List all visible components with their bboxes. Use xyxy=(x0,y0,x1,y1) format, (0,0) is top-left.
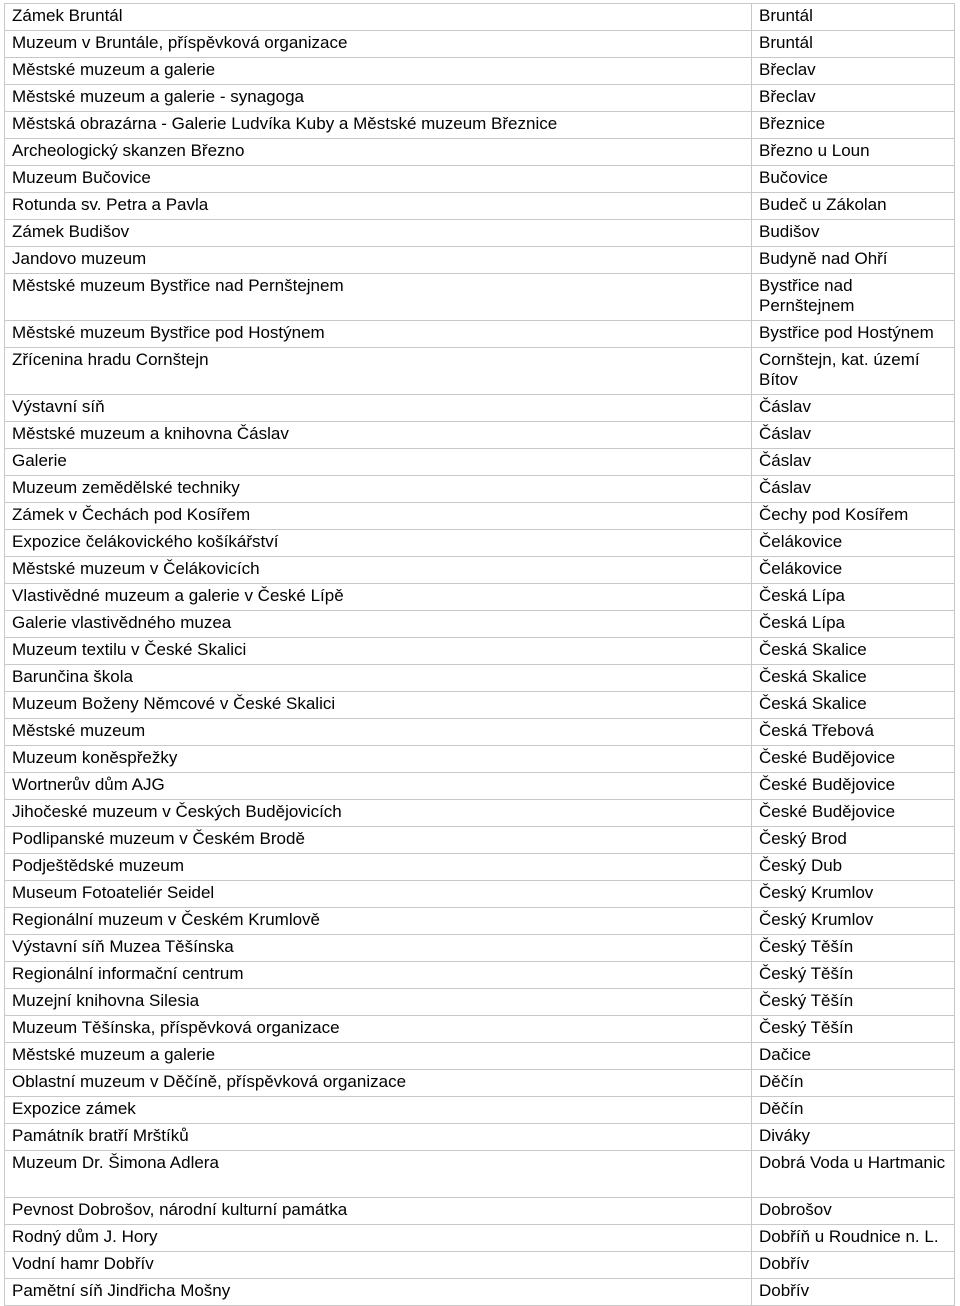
city-cell: Česká Lípa xyxy=(752,611,955,638)
table-row xyxy=(5,1198,955,1225)
museum-name-cell: Městská obrazárna - Galerie Ludvíka Kuby a Městské muzeum Březnice xyxy=(5,112,752,139)
table-row xyxy=(5,220,955,247)
museum-name-cell: Městské muzeum v Čelákovicích xyxy=(5,557,752,584)
table-row xyxy=(5,274,955,321)
table-row xyxy=(5,31,955,58)
city-cell: Budišov xyxy=(752,220,955,247)
museum-name-cell: Jandovo muzeum xyxy=(5,247,752,274)
museum-name-cell: Výstavní síň Muzea Těšínska xyxy=(5,935,752,962)
table-row xyxy=(5,881,955,908)
museum-name-cell: Městské muzeum xyxy=(5,719,752,746)
table-row xyxy=(5,665,955,692)
museum-name-cell: Městské muzeum Bystřice pod Hostýnem xyxy=(5,321,752,348)
city-cell: České Budějovice xyxy=(752,746,955,773)
city-cell: Dobrá Voda u Hartmanic xyxy=(752,1151,955,1198)
table-row xyxy=(5,1279,955,1306)
museum-name-cell: Městské muzeum a knihovna Čáslav xyxy=(5,422,752,449)
museum-name-cell: Pevnost Dobrošov, národní kulturní památka xyxy=(5,1198,752,1225)
museum-name-cell: Expozice zámek xyxy=(5,1097,752,1124)
museum-name-cell: Muzeum Dr. Šimona Adlera xyxy=(5,1151,752,1198)
city-cell: Čáslav xyxy=(752,395,955,422)
city-cell: Bystřice pod Hostýnem xyxy=(752,321,955,348)
city-cell: Dobrošov xyxy=(752,1198,955,1225)
table-row xyxy=(5,854,955,881)
table-row xyxy=(5,139,955,166)
table-row xyxy=(5,611,955,638)
city-cell: Česká Skalice xyxy=(752,692,955,719)
museum-name-cell: Podlipanské muzeum v Českém Brodě xyxy=(5,827,752,854)
table-row xyxy=(5,989,955,1016)
museum-name-cell: Muzeum Těšínska, příspěvková organizace xyxy=(5,1016,752,1043)
museum-name-cell: Podještědské muzeum xyxy=(5,854,752,881)
city-cell: Český Těšín xyxy=(752,1016,955,1043)
table-row xyxy=(5,348,955,395)
table-row xyxy=(5,449,955,476)
city-cell: Budyně nad Ohří xyxy=(752,247,955,274)
table-row xyxy=(5,746,955,773)
museum-name-cell: Zámek Bruntál xyxy=(5,4,752,31)
table-row xyxy=(5,557,955,584)
museum-name-cell: Museum Fotoateliér Seidel xyxy=(5,881,752,908)
table-row xyxy=(5,112,955,139)
museum-name-cell: Muzeum zemědělské techniky xyxy=(5,476,752,503)
museum-name-cell: Vlastivědné muzeum a galerie v České Lípě xyxy=(5,584,752,611)
table-row xyxy=(5,395,955,422)
city-cell: Budeč u Zákolan xyxy=(752,193,955,220)
table-row xyxy=(5,503,955,530)
museum-name-cell: Památník bratří Mrštíků xyxy=(5,1124,752,1151)
museum-name-cell: Oblastní muzeum v Děčíně, příspěvková organizace xyxy=(5,1070,752,1097)
city-cell: Čáslav xyxy=(752,449,955,476)
city-cell: Dobříň u Roudnice n. L. xyxy=(752,1225,955,1252)
city-cell: Břeclav xyxy=(752,58,955,85)
city-cell: Český Těšín xyxy=(752,962,955,989)
city-cell: Bruntál xyxy=(752,4,955,31)
city-cell: Česká Třebová xyxy=(752,719,955,746)
city-cell: Březnice xyxy=(752,112,955,139)
table-row xyxy=(5,166,955,193)
table-row xyxy=(5,908,955,935)
city-cell: Česká Skalice xyxy=(752,638,955,665)
city-cell: Břeclav xyxy=(752,85,955,112)
museum-table xyxy=(4,3,955,1306)
table-row xyxy=(5,1252,955,1279)
museum-name-cell: Muzeum koněspřežky xyxy=(5,746,752,773)
table-row xyxy=(5,85,955,112)
city-cell: Bystřice nad Pernštejnem xyxy=(752,274,955,321)
table-row xyxy=(5,193,955,220)
museum-name-cell: Městské muzeum a galerie - synagoga xyxy=(5,85,752,112)
museum-name-cell: Galerie vlastivědného muzea xyxy=(5,611,752,638)
museum-name-cell: Zřícenina hradu Cornštejn xyxy=(5,348,752,395)
city-cell: Čelákovice xyxy=(752,530,955,557)
table-row xyxy=(5,1016,955,1043)
museum-name-cell: Městské muzeum Bystřice nad Pernštejnem xyxy=(5,274,752,321)
museum-name-cell: Rodný dům J. Hory xyxy=(5,1225,752,1252)
table-row xyxy=(5,1124,955,1151)
museum-name-cell: Jihočeské muzeum v Českých Budějovicích xyxy=(5,800,752,827)
museum-name-cell: Pamětní síň Jindřicha Mošny xyxy=(5,1279,752,1306)
table-row xyxy=(5,773,955,800)
table-row xyxy=(5,422,955,449)
city-cell: České Budějovice xyxy=(752,773,955,800)
table-row xyxy=(5,476,955,503)
museum-name-cell: Regionální informační centrum xyxy=(5,962,752,989)
table-row xyxy=(5,692,955,719)
museum-name-cell: Vodní hamr Dobřív xyxy=(5,1252,752,1279)
museum-name-cell: Městské muzeum a galerie xyxy=(5,58,752,85)
city-cell: Dačice xyxy=(752,1043,955,1070)
museum-name-cell: Archeologický skanzen Březno xyxy=(5,139,752,166)
museum-name-cell: Muzejní knihovna Silesia xyxy=(5,989,752,1016)
museum-name-cell: Muzeum Bučovice xyxy=(5,166,752,193)
museum-name-cell: Rotunda sv. Petra a Pavla xyxy=(5,193,752,220)
city-cell: Děčín xyxy=(752,1070,955,1097)
city-cell: Čechy pod Kosířem xyxy=(752,503,955,530)
city-cell: Čáslav xyxy=(752,476,955,503)
city-cell: Český Krumlov xyxy=(752,881,955,908)
city-cell: Český Těšín xyxy=(752,989,955,1016)
table-row xyxy=(5,4,955,31)
museum-name-cell: Wortnerův dům AJG xyxy=(5,773,752,800)
museum-name-cell: Městské muzeum a galerie xyxy=(5,1043,752,1070)
museum-name-cell: Galerie xyxy=(5,449,752,476)
city-cell: Bučovice xyxy=(752,166,955,193)
table-row xyxy=(5,962,955,989)
table-row xyxy=(5,530,955,557)
table-row xyxy=(5,1151,955,1198)
table-row xyxy=(5,1225,955,1252)
city-cell: Česká Lípa xyxy=(752,584,955,611)
table-row xyxy=(5,1097,955,1124)
museum-name-cell: Muzeum v Bruntále, příspěvková organizace xyxy=(5,31,752,58)
table-row xyxy=(5,1043,955,1070)
museum-name-cell: Regionální muzeum v Českém Krumlově xyxy=(5,908,752,935)
table-row xyxy=(5,321,955,348)
table-row xyxy=(5,800,955,827)
museum-name-cell: Zámek v Čechách pod Kosířem xyxy=(5,503,752,530)
table-row xyxy=(5,58,955,85)
city-cell: Dobřív xyxy=(752,1252,955,1279)
museum-name-cell: Expozice čelákovického košíkářství xyxy=(5,530,752,557)
city-cell: Diváky xyxy=(752,1124,955,1151)
table-row xyxy=(5,719,955,746)
city-cell: Český Dub xyxy=(752,854,955,881)
table-row xyxy=(5,827,955,854)
table-row xyxy=(5,247,955,274)
museum-name-cell: Barunčina škola xyxy=(5,665,752,692)
museum-name-cell: Výstavní síň xyxy=(5,395,752,422)
city-cell: Bruntál xyxy=(752,31,955,58)
city-cell: Děčín xyxy=(752,1097,955,1124)
city-cell: Čelákovice xyxy=(752,557,955,584)
museum-name-cell: Muzeum Boženy Němcové v České Skalici xyxy=(5,692,752,719)
city-cell: Čáslav xyxy=(752,422,955,449)
city-cell: Český Krumlov xyxy=(752,908,955,935)
city-cell: Dobřív xyxy=(752,1279,955,1306)
city-cell: Cornštejn, kat. území Bítov xyxy=(752,348,955,395)
city-cell: Český Těšín xyxy=(752,935,955,962)
museum-name-cell: Zámek Budišov xyxy=(5,220,752,247)
museum-name-cell: Muzeum textilu v České Skalici xyxy=(5,638,752,665)
museum-table-body xyxy=(5,4,955,1306)
table-row xyxy=(5,638,955,665)
table-row xyxy=(5,935,955,962)
city-cell: Český Brod xyxy=(752,827,955,854)
table-row xyxy=(5,1070,955,1097)
city-cell: Březno u Loun xyxy=(752,139,955,166)
table-row xyxy=(5,584,955,611)
city-cell: České Budějovice xyxy=(752,800,955,827)
city-cell: Česká Skalice xyxy=(752,665,955,692)
